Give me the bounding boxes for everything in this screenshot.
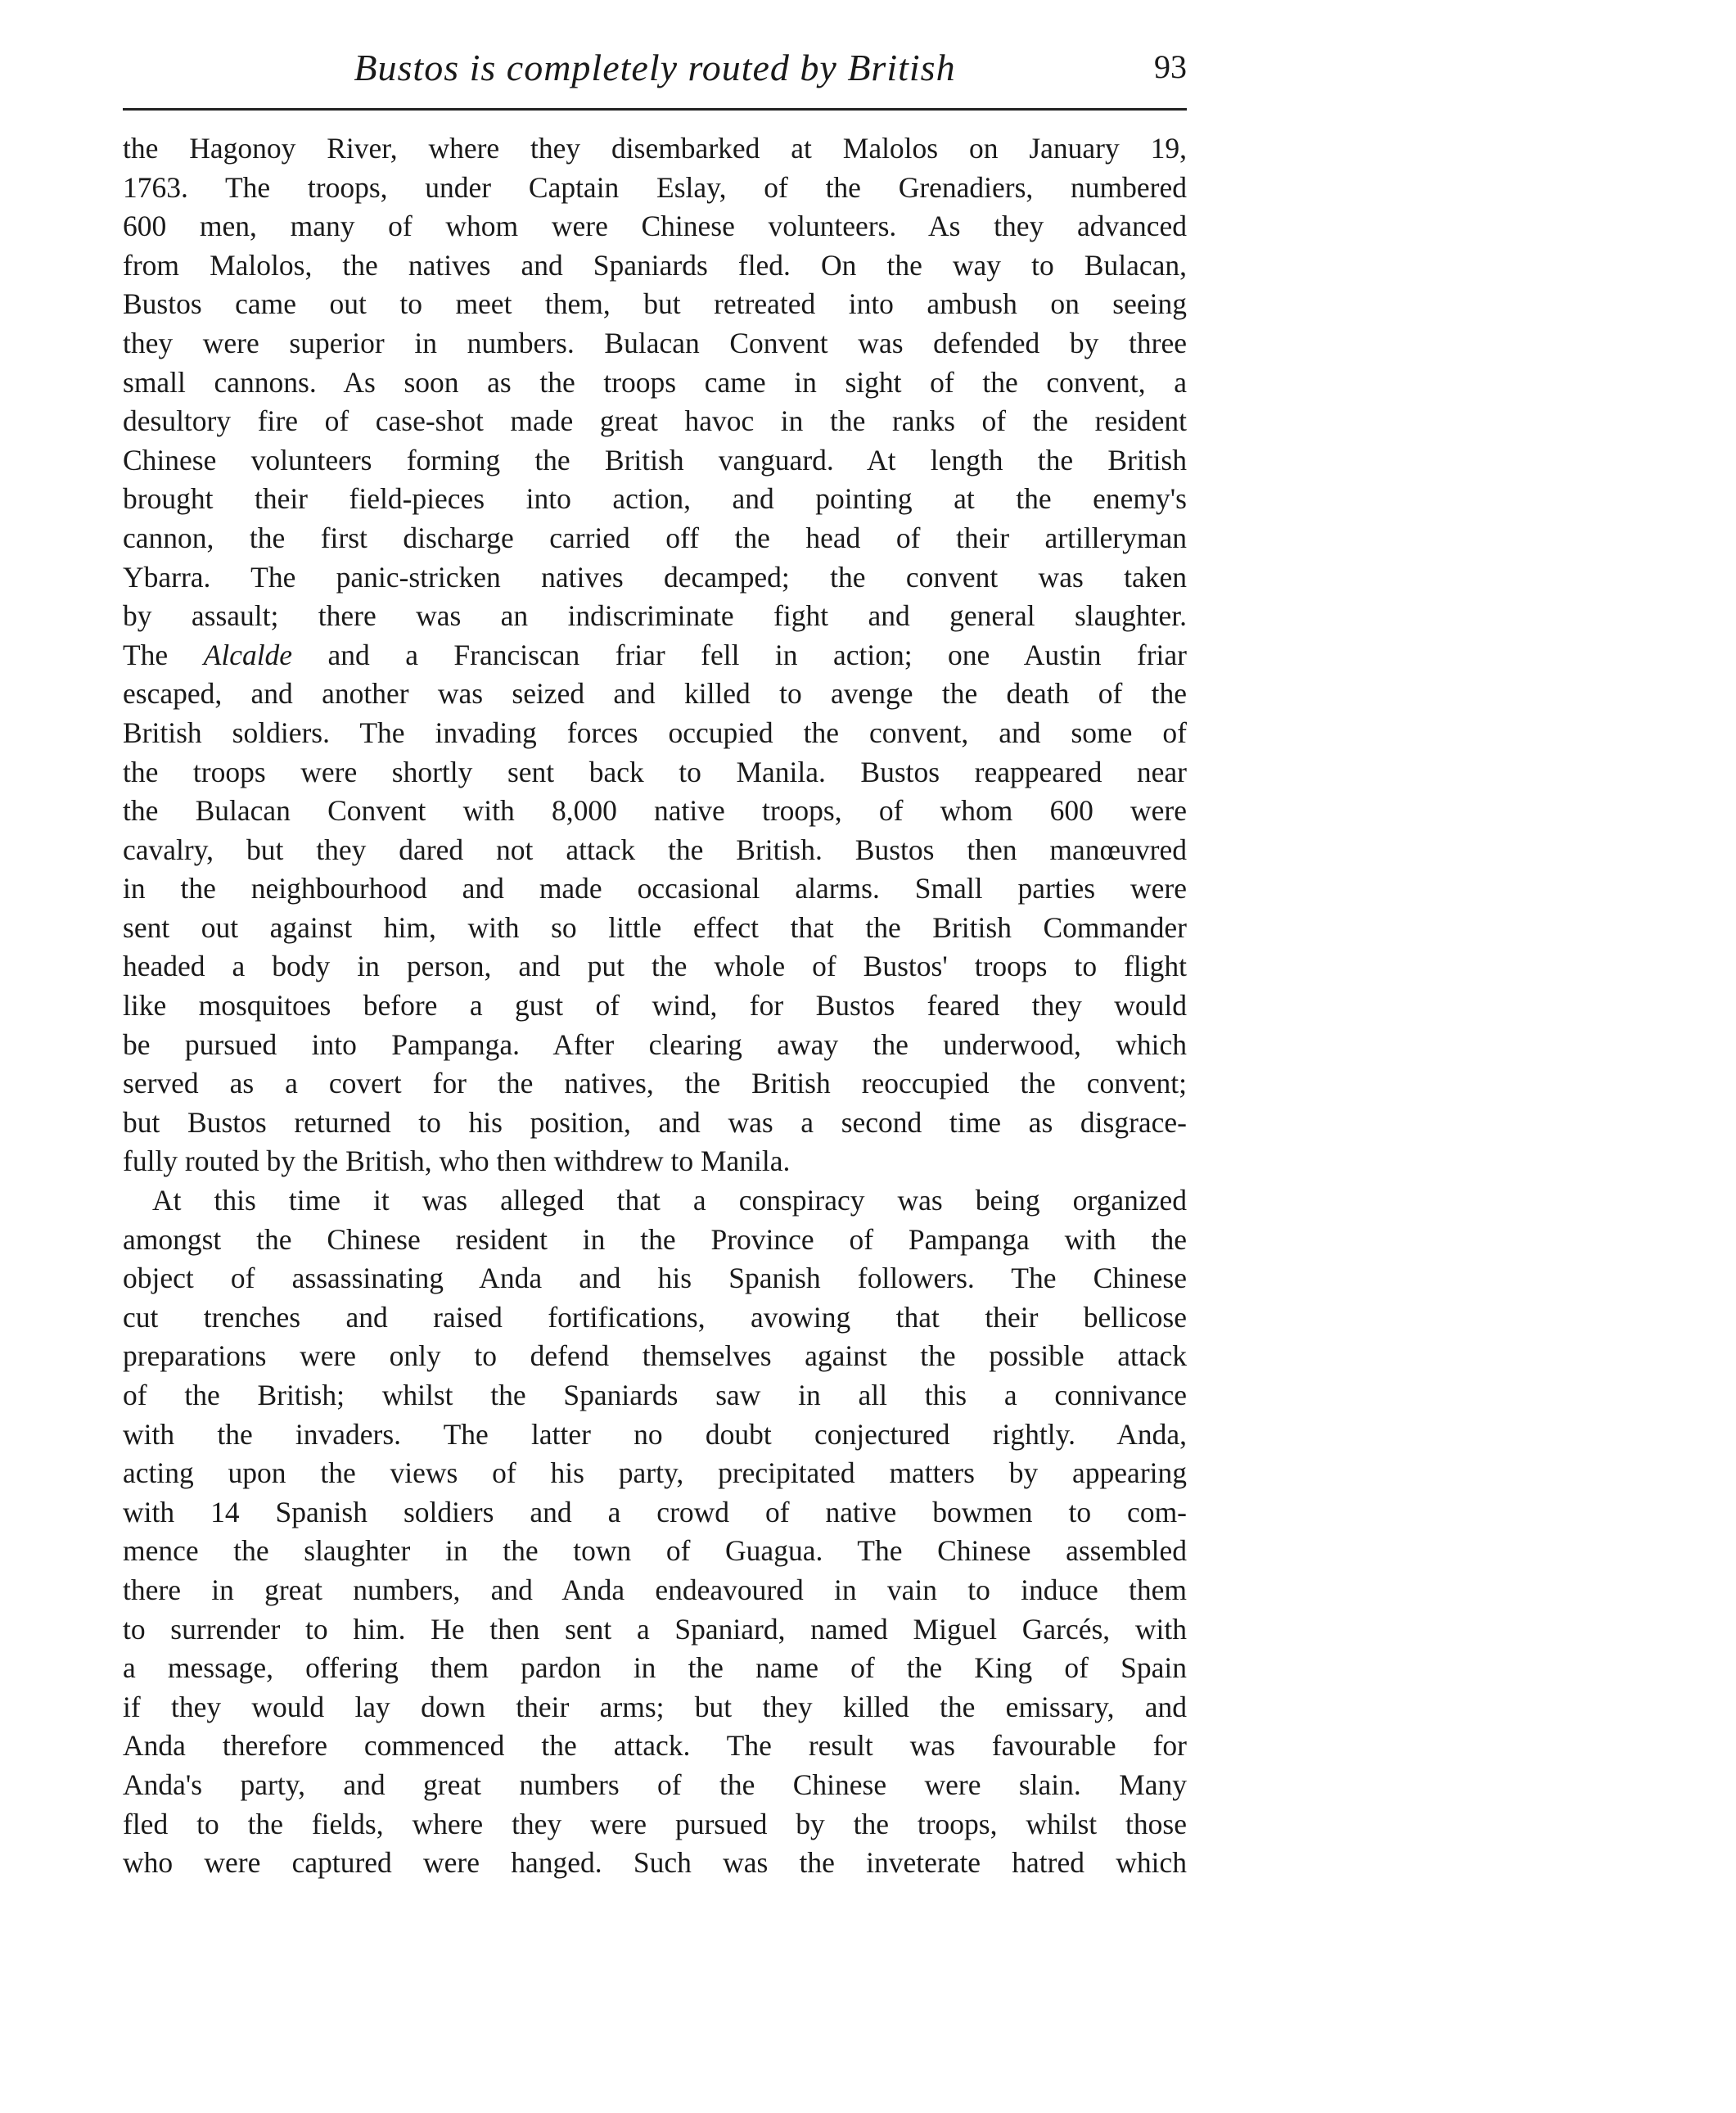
text-line: 1763. The troops, under Captain Eslay, of the Grenadiers, numbered (123, 170, 1187, 204)
text-line-alcalde (123, 636, 1187, 675)
text-line: cut trenches and raised fortifications, avowing that their bellicose (123, 1300, 1187, 1334)
text-line: in the neighbourhood and made occasional alarms. Small parties were (123, 872, 1187, 905)
text-line: who were captured were hanged. Such was the inveterate hatred which (123, 1846, 1187, 1880)
text-line: the troops were shortly sent back to Manila. Bustos reappeared near (123, 755, 1187, 788)
text-line: there in great numbers, and Anda endeavoured in vain to induce them (123, 1573, 1187, 1606)
running-head (123, 41, 1187, 106)
text-line: Anda's party, and great numbers of the Chinese were slain. Many (123, 1768, 1187, 1801)
text-line: Bustos came out to meet them, but retreated into ambush on seeing (123, 287, 1187, 321)
alcalde-line-after: and a Franciscan friar fell in action; one Austin friar (292, 638, 1187, 671)
text-line: a message, offering them pardon in the name of the King of Spain (123, 1651, 1187, 1685)
book-page (123, 41, 1187, 1883)
text-line: of the British; whilst the Spaniards saw in all this a connivance (123, 1379, 1187, 1411)
text-line: from Malolos, the natives and Spaniards fled. On the way to Bulacan, (123, 248, 1187, 282)
text-line: escaped, and another was seized and killed to avenge the death of the (123, 677, 1187, 711)
text-line: they were superior in numbers. Bulacan Convent was defended by three (123, 326, 1187, 359)
text-line: headed a body in person, and put the whole of Bustos' troops to flight (123, 950, 1187, 983)
text-line: if they would lay down their arms; but they killed the emissary, and (123, 1690, 1187, 1723)
page-number: 93 (1154, 48, 1187, 85)
text-line: cannon, the first discharge carried off the head of their artilleryman (123, 521, 1187, 554)
running-title: Bustos is completely routed by British (354, 47, 956, 88)
text-line: small cannons. As soon as the troops came in sight of the convent, a (123, 365, 1187, 399)
text-line: object of assassinating Anda and his Spanish followers. The Chinese (123, 1262, 1187, 1295)
text-line: Chinese volunteers forming the British vanguard. At length the British (123, 443, 1187, 476)
paragraph-1 (123, 129, 1187, 1181)
text-line: to surrender to him. He then sent a Spaniard, named Miguel Garcés, with (123, 1612, 1187, 1646)
text-line: acting upon the views of his party, precipitated matters by appearing (123, 1456, 1187, 1490)
text-line: Ybarra. The panic-stricken natives decamped; the convent was taken (123, 560, 1187, 594)
text-line: 600 men, many of whom were Chinese volunteers. As they advanced (123, 210, 1187, 243)
text-line: amongst the Chinese resident in the Province of Pampanga with the (123, 1222, 1187, 1256)
paragraph-2 (123, 1181, 1187, 1883)
text-line: brought their field-pieces into action, and pointing at the enemy's (123, 482, 1187, 516)
text-line: the Hagonoy River, where they disembarked at Malolos on January 19, (123, 132, 1187, 165)
text-line: fully routed by the British, who then withdrew to Manila. (123, 1145, 791, 1178)
text-line: sent out against him, with so little effect that the British Commander (123, 910, 1187, 944)
body-text (123, 129, 1187, 1883)
text-line: mence the slaughter in the town of Guagua. The Chinese assembled (123, 1534, 1187, 1568)
text-line: At this time it was alleged that a conspiracy was being organized (152, 1184, 1187, 1217)
text-line: fled to the fields, where they were pursued by the troops, whilst those (123, 1807, 1187, 1840)
text-line: with 14 Spanish soldiers and a crowd of native bowmen to com- (123, 1495, 1187, 1528)
text-line: preparations were only to defend themselves against the possible attack (123, 1339, 1187, 1373)
text-line: like mosquitoes before a gust of wind, for Bustos feared they would (123, 989, 1187, 1023)
text-line: be pursued into Pampanga. After clearing away the underwood, which (123, 1027, 1187, 1061)
alcalde-line-before: The (123, 638, 204, 671)
text-line: but Bustos returned to his position, and was a second time as disgrace- (123, 1105, 1187, 1139)
text-line: Anda therefore commenced the attack. The result was favourable for (123, 1729, 1187, 1763)
text-line: cavalry, but they dared not attack the British. Bustos then manœuvred (123, 833, 1187, 866)
header-rule (123, 108, 1187, 111)
text-line: by assault; there was an indiscriminate fight and general slaughter. (123, 599, 1187, 633)
text-line: the Bulacan Convent with 8,000 native troops, of whom 600 were (123, 794, 1187, 828)
text-line: with the invaders. The latter no doubt conjectured rightly. Anda, (123, 1417, 1187, 1451)
alcalde-italic: Alcalde (203, 638, 293, 671)
text-line: desultory fire of case-shot made great havoc in the ranks of the resident (123, 404, 1187, 438)
text-line: British soldiers. The invading forces occupied the convent, and some of (123, 716, 1187, 749)
text-line: served as a covert for the natives, the British reoccupied the convent; (123, 1067, 1187, 1100)
